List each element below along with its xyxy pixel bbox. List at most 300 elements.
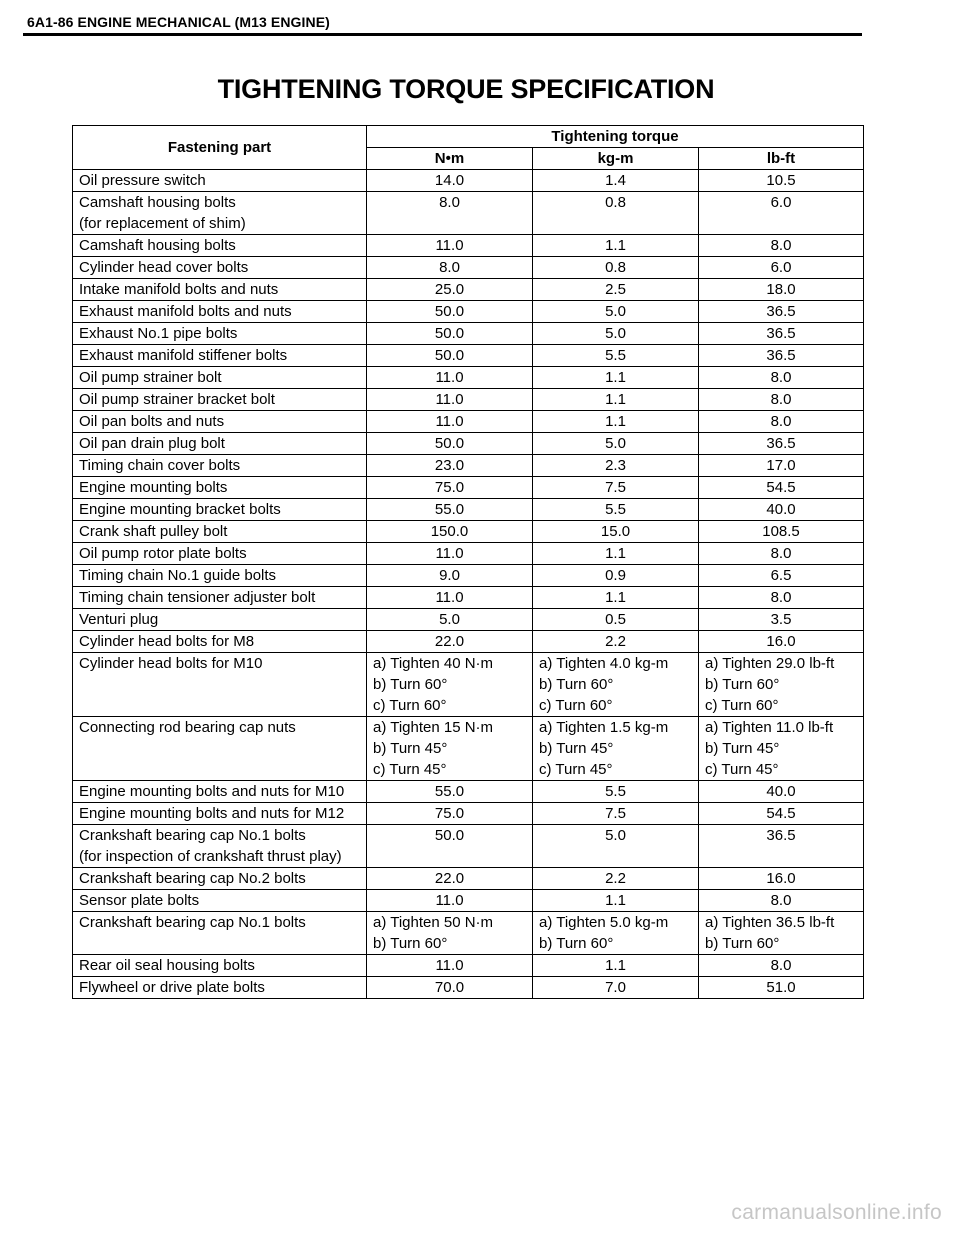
cell-torque-kgm <box>533 912 699 955</box>
torque-value: 0.8 <box>605 194 626 211</box>
part-text-line: Timing chain cover bolts <box>79 457 241 474</box>
cell-torque-kgm <box>533 389 699 411</box>
page-header: 6A1-86 ENGINE MECHANICAL (M13 ENGINE) <box>27 14 330 30</box>
cell-torque-nm <box>367 301 533 323</box>
cell-torque-nm <box>367 868 533 890</box>
cell-torque-lbft <box>699 587 864 609</box>
cell-torque-lbft <box>699 389 864 411</box>
cell-torque-kgm <box>533 170 699 192</box>
table-row <box>73 170 864 192</box>
torque-value: 5.0 <box>605 325 626 342</box>
cell-fastening-part <box>73 653 367 717</box>
torque-table-body <box>73 170 864 999</box>
table-row <box>73 781 864 803</box>
cell-fastening-part <box>73 803 367 825</box>
torque-step-line: c) Turn 60° <box>373 697 447 714</box>
torque-step-line: a) Tighten 40 N·m <box>373 655 494 672</box>
torque-value: 2.2 <box>605 633 626 650</box>
torque-step-line: b) Turn 60° <box>373 676 448 693</box>
torque-value: 50.0 <box>434 827 465 844</box>
cell-fastening-part <box>73 433 367 455</box>
torque-value: 50.0 <box>434 325 465 342</box>
cell-torque-kgm <box>533 345 699 367</box>
cell-torque-lbft <box>699 279 864 301</box>
cell-torque-lbft <box>699 955 864 977</box>
cell-torque-lbft <box>699 192 864 235</box>
cell-torque-kgm <box>533 455 699 477</box>
part-text-line: Camshaft housing bolts <box>79 237 236 254</box>
torque-step-line: b) Turn 60° <box>373 935 448 952</box>
cell-torque-nm <box>367 803 533 825</box>
cell-fastening-part <box>73 890 367 912</box>
cell-torque-nm <box>367 890 533 912</box>
table-row <box>73 631 864 653</box>
cell-torque-kgm <box>533 323 699 345</box>
table-row <box>73 653 864 717</box>
torque-value: 17.0 <box>766 457 796 474</box>
cell-torque-lbft <box>699 170 864 192</box>
cell-torque-lbft <box>699 477 864 499</box>
cell-torque-kgm <box>533 301 699 323</box>
torque-value: 1.1 <box>605 237 626 254</box>
cell-torque-kgm <box>533 803 699 825</box>
header-tightening-torque: Tightening torque <box>367 126 864 148</box>
header-unit-lbft: lb-ft <box>699 148 864 170</box>
torque-value: 50.0 <box>434 347 465 364</box>
header-fastening-part: Fastening part <box>73 126 367 170</box>
part-text-line: Engine mounting bolts <box>79 479 228 496</box>
cell-fastening-part <box>73 345 367 367</box>
part-text-line: Oil pump strainer bolt <box>79 369 222 386</box>
part-text-line: Venturi plug <box>79 611 159 628</box>
cell-torque-lbft <box>699 631 864 653</box>
table-row <box>73 345 864 367</box>
table-row <box>73 912 864 955</box>
cell-torque-nm <box>367 367 533 389</box>
torque-value: 40.0 <box>766 501 796 518</box>
torque-value: 50.0 <box>434 435 465 452</box>
cell-fastening-part <box>73 389 367 411</box>
torque-value: 2.2 <box>605 870 626 887</box>
torque-value: 9.0 <box>439 567 460 584</box>
cell-torque-nm <box>367 609 533 631</box>
torque-value: 7.5 <box>605 805 626 822</box>
header-rule <box>23 33 862 36</box>
torque-step-line: c) Turn 45° <box>705 761 779 778</box>
part-text-line: Oil pan drain plug bolt <box>79 435 225 452</box>
torque-value: 11.0 <box>435 413 464 430</box>
cell-torque-nm <box>367 653 533 717</box>
cell-torque-lbft <box>699 257 864 279</box>
cell-torque-kgm <box>533 609 699 631</box>
cell-torque-lbft <box>699 653 864 717</box>
cell-fastening-part <box>73 455 367 477</box>
torque-step-line: a) Tighten 29.0 lb-ft <box>705 655 835 672</box>
torque-value: 108.5 <box>762 523 800 540</box>
cell-torque-nm <box>367 433 533 455</box>
torque-value: 36.5 <box>766 325 796 342</box>
cell-fastening-part <box>73 955 367 977</box>
torque-value: 50.0 <box>434 303 465 320</box>
cell-torque-lbft <box>699 803 864 825</box>
cell-torque-lbft <box>699 890 864 912</box>
cell-torque-kgm <box>533 257 699 279</box>
torque-value: 54.5 <box>766 479 796 496</box>
cell-fastening-part <box>73 717 367 781</box>
torque-step-line: a) Tighten 11.0 lb-ft <box>705 719 834 736</box>
torque-step-line: c) Turn 60° <box>539 697 613 714</box>
torque-step-line: b) Turn 60° <box>705 935 780 952</box>
part-text-line: Oil pan bolts and nuts <box>79 413 225 430</box>
cell-fastening-part <box>73 477 367 499</box>
torque-value: 5.5 <box>605 501 626 518</box>
cell-torque-kgm <box>533 192 699 235</box>
torque-value: 1.1 <box>605 892 626 909</box>
cell-torque-nm <box>367 192 533 235</box>
table-row <box>73 499 864 521</box>
torque-value: 8.0 <box>439 194 460 211</box>
cell-torque-nm <box>367 521 533 543</box>
table-row <box>73 955 864 977</box>
torque-step-line: b) Turn 45° <box>373 740 448 757</box>
table-row <box>73 389 864 411</box>
cell-torque-kgm <box>533 825 699 868</box>
torque-value: 8.0 <box>770 892 792 909</box>
cell-torque-kgm <box>533 868 699 890</box>
torque-table <box>72 125 864 999</box>
cell-torque-nm <box>367 631 533 653</box>
part-text-line: Rear oil seal housing bolts <box>79 957 255 974</box>
cell-torque-kgm <box>533 717 699 781</box>
cell-torque-kgm <box>533 543 699 565</box>
cell-fastening-part <box>73 235 367 257</box>
torque-value: 10.5 <box>766 172 796 189</box>
cell-torque-nm <box>367 455 533 477</box>
torque-step-line: a) Tighten 4.0 kg-m <box>539 655 669 672</box>
table-row <box>73 825 864 868</box>
part-text-line: Camshaft housing bolts <box>79 194 236 211</box>
torque-value: 40.0 <box>766 783 796 800</box>
torque-value: 14.0 <box>434 172 465 189</box>
part-text-line: Connecting rod bearing cap nuts <box>79 719 296 736</box>
torque-value: 5.0 <box>605 435 626 452</box>
torque-value: 36.5 <box>766 435 796 452</box>
cell-torque-kgm <box>533 890 699 912</box>
torque-value: 11.0 <box>435 237 464 254</box>
torque-step-line: c) Turn 45° <box>539 761 613 778</box>
table-row <box>73 477 864 499</box>
cell-torque-kgm <box>533 367 699 389</box>
cell-torque-nm <box>367 170 533 192</box>
cell-torque-nm <box>367 235 533 257</box>
torque-value: 8.0 <box>770 957 792 974</box>
torque-value: 8.0 <box>770 589 792 606</box>
cell-torque-nm <box>367 912 533 955</box>
cell-torque-nm <box>367 257 533 279</box>
torque-value: 150.0 <box>430 523 469 540</box>
table-row <box>73 323 864 345</box>
cell-torque-nm <box>367 543 533 565</box>
cell-fastening-part <box>73 367 367 389</box>
cell-torque-kgm <box>533 587 699 609</box>
cell-fastening-part <box>73 977 367 999</box>
cell-torque-kgm <box>533 631 699 653</box>
torque-step-line: a) Tighten 1.5 kg-m <box>539 719 669 736</box>
torque-value: 36.5 <box>766 827 796 844</box>
cell-fastening-part <box>73 192 367 235</box>
torque-value: 8.0 <box>770 391 792 408</box>
cell-torque-lbft <box>699 781 864 803</box>
torque-value: 11.0 <box>435 391 464 408</box>
cell-fastening-part <box>73 609 367 631</box>
table-row <box>73 587 864 609</box>
table-row <box>73 235 864 257</box>
part-text-line: Sensor plate bolts <box>79 892 200 909</box>
part-text-line: Oil pump strainer bracket bolt <box>79 391 275 408</box>
torque-value: 36.5 <box>766 303 796 320</box>
cell-torque-lbft <box>699 912 864 955</box>
cell-fastening-part <box>73 825 367 868</box>
torque-value: 8.0 <box>770 369 792 386</box>
cell-torque-lbft <box>699 543 864 565</box>
part-text-line: (for inspection of crankshaft thrust play) <box>79 848 342 865</box>
cell-torque-kgm <box>533 521 699 543</box>
torque-value: 5.0 <box>439 611 460 628</box>
torque-step-line: a) Tighten 36.5 lb-ft <box>705 914 835 931</box>
header-unit-nm: N•m <box>367 148 533 170</box>
cell-torque-lbft <box>699 717 864 781</box>
cell-torque-nm <box>367 411 533 433</box>
cell-fastening-part <box>73 868 367 890</box>
cell-torque-nm <box>367 717 533 781</box>
torque-value: 70.0 <box>434 979 465 996</box>
cell-torque-nm <box>367 977 533 999</box>
table-row <box>73 192 864 235</box>
cell-torque-nm <box>367 781 533 803</box>
part-text-line: Cylinder head cover bolts <box>79 259 249 276</box>
cell-torque-kgm <box>533 653 699 717</box>
torque-step-line: a) Tighten 50 N·m <box>373 914 494 931</box>
table-row <box>73 279 864 301</box>
torque-value: 6.5 <box>770 567 792 584</box>
table-row <box>73 868 864 890</box>
torque-value: 1.1 <box>605 545 626 562</box>
torque-value: 36.5 <box>766 347 796 364</box>
table-row <box>73 565 864 587</box>
cell-torque-nm <box>367 955 533 977</box>
part-text-line: Timing chain tensioner adjuster bolt <box>79 589 316 606</box>
torque-step-line: b) Turn 60° <box>539 935 614 952</box>
part-text-line: Engine mounting bracket bolts <box>79 501 281 518</box>
cell-fastening-part <box>73 301 367 323</box>
table-row <box>73 367 864 389</box>
cell-torque-nm <box>367 825 533 868</box>
cell-torque-lbft <box>699 609 864 631</box>
part-text-line: Flywheel or drive plate bolts <box>79 979 265 996</box>
torque-step-line: a) Tighten 5.0 kg-m <box>539 914 669 931</box>
torque-value: 7.5 <box>605 479 626 496</box>
cell-torque-lbft <box>699 868 864 890</box>
cell-torque-nm <box>367 279 533 301</box>
torque-step-line: c) Turn 60° <box>705 697 779 714</box>
cell-torque-lbft <box>699 345 864 367</box>
cell-torque-lbft <box>699 411 864 433</box>
cell-torque-nm <box>367 345 533 367</box>
torque-value: 8.0 <box>770 413 792 430</box>
part-text-line: Intake manifold bolts and nuts <box>79 281 279 298</box>
cell-torque-nm <box>367 565 533 587</box>
table-row <box>73 455 864 477</box>
torque-step-line: a) Tighten 15 N·m <box>373 719 494 736</box>
torque-value: 6.0 <box>770 194 792 211</box>
torque-value: 0.8 <box>605 259 626 276</box>
torque-value: 0.5 <box>605 611 626 628</box>
cell-torque-kgm <box>533 235 699 257</box>
cell-fastening-part <box>73 521 367 543</box>
cell-torque-nm <box>367 477 533 499</box>
cell-torque-lbft <box>699 977 864 999</box>
torque-value: 8.0 <box>770 545 792 562</box>
cell-torque-lbft <box>699 565 864 587</box>
torque-value: 22.0 <box>434 633 465 650</box>
table-row <box>73 521 864 543</box>
torque-value: 18.0 <box>766 281 796 298</box>
torque-value: 6.0 <box>770 259 792 276</box>
cell-torque-lbft <box>699 499 864 521</box>
table-row <box>73 301 864 323</box>
cell-torque-kgm <box>533 477 699 499</box>
cell-torque-lbft <box>699 301 864 323</box>
cell-torque-lbft <box>699 433 864 455</box>
watermark-text: carmanualsonline.info <box>731 1201 942 1224</box>
part-text-line: Exhaust manifold bolts and nuts <box>79 303 292 320</box>
table-row <box>73 433 864 455</box>
table-row <box>73 543 864 565</box>
cell-torque-kgm <box>533 781 699 803</box>
torque-value: 1.1 <box>605 957 626 974</box>
torque-step-line: b) Turn 45° <box>705 740 780 757</box>
cell-torque-kgm <box>533 499 699 521</box>
cell-torque-lbft <box>699 825 864 868</box>
part-text-line: Crankshaft bearing cap No.1 bolts <box>79 827 306 844</box>
cell-torque-kgm <box>533 565 699 587</box>
cell-torque-nm <box>367 587 533 609</box>
cell-torque-lbft <box>699 323 864 345</box>
torque-step-line: b) Turn 45° <box>539 740 614 757</box>
torque-value: 55.0 <box>434 783 465 800</box>
torque-value: 2.5 <box>605 281 626 298</box>
torque-value: 55.0 <box>434 501 465 518</box>
cell-fastening-part <box>73 323 367 345</box>
torque-value: 3.5 <box>770 611 792 628</box>
torque-value: 11.0 <box>435 545 464 562</box>
torque-value: 5.0 <box>605 827 626 844</box>
torque-value: 1.1 <box>605 369 626 386</box>
part-text-line: Cylinder head bolts for M8 <box>79 633 255 650</box>
cell-fastening-part <box>73 587 367 609</box>
part-text-line: Exhaust No.1 pipe bolts <box>79 325 238 342</box>
torque-value: 8.0 <box>770 237 792 254</box>
part-text-line: Cylinder head bolts for M10 <box>79 655 263 672</box>
torque-value: 16.0 <box>766 870 796 887</box>
torque-value: 11.0 <box>435 589 464 606</box>
cell-fastening-part <box>73 781 367 803</box>
torque-value: 7.0 <box>605 979 626 996</box>
torque-value: 2.3 <box>605 457 626 474</box>
cell-torque-lbft <box>699 521 864 543</box>
torque-value: 22.0 <box>434 870 465 887</box>
torque-value: 16.0 <box>766 633 796 650</box>
cell-torque-lbft <box>699 367 864 389</box>
page-title: TIGHTENING TORQUE SPECIFICATION <box>217 74 715 104</box>
table-row <box>73 977 864 999</box>
table-row <box>73 717 864 781</box>
part-text-line: Crank shaft pulley bolt <box>79 523 228 540</box>
part-text-line: Engine mounting bolts and nuts for M10 <box>79 783 345 800</box>
torque-value: 5.5 <box>605 347 626 364</box>
torque-value: 1.1 <box>605 589 626 606</box>
part-text-line: Timing chain No.1 guide bolts <box>79 567 277 584</box>
torque-step-line: c) Turn 45° <box>373 761 447 778</box>
part-text-line: Exhaust manifold stiffener bolts <box>79 347 288 364</box>
cell-torque-kgm <box>533 955 699 977</box>
torque-value: 1.1 <box>605 391 626 408</box>
cell-fastening-part <box>73 543 367 565</box>
cell-fastening-part <box>73 170 367 192</box>
torque-value: 75.0 <box>434 805 465 822</box>
torque-value: 11.0 <box>435 957 464 974</box>
torque-value: 11.0 <box>435 369 464 386</box>
table-row <box>73 803 864 825</box>
torque-value: 54.5 <box>766 805 796 822</box>
torque-value: 5.5 <box>605 783 626 800</box>
table-row <box>73 890 864 912</box>
part-text-line: Engine mounting bolts and nuts for M12 <box>79 805 345 822</box>
part-text-line: Oil pressure switch <box>79 172 206 189</box>
part-text-line: (for replacement of shim) <box>79 215 246 232</box>
torque-value: 1.4 <box>605 172 626 189</box>
part-text-line: Oil pump rotor plate bolts <box>79 545 247 562</box>
cell-torque-lbft <box>699 235 864 257</box>
table-row <box>73 411 864 433</box>
cell-fastening-part <box>73 912 367 955</box>
torque-value: 75.0 <box>434 479 465 496</box>
cell-fastening-part <box>73 257 367 279</box>
torque-value: 51.0 <box>766 979 796 996</box>
table-row <box>73 257 864 279</box>
torque-value: 5.0 <box>605 303 626 320</box>
cell-torque-kgm <box>533 433 699 455</box>
torque-value: 11.0 <box>435 892 464 909</box>
table-row <box>73 609 864 631</box>
torque-step-line: b) Turn 60° <box>539 676 614 693</box>
cell-torque-nm <box>367 323 533 345</box>
cell-fastening-part <box>73 411 367 433</box>
torque-value: 1.1 <box>605 413 626 430</box>
cell-fastening-part <box>73 631 367 653</box>
cell-torque-kgm <box>533 411 699 433</box>
cell-fastening-part <box>73 499 367 521</box>
part-text-line: Crankshaft bearing cap No.1 bolts <box>79 914 306 931</box>
torque-value: 15.0 <box>600 523 631 540</box>
cell-fastening-part <box>73 565 367 587</box>
torque-value: 0.9 <box>605 567 626 584</box>
part-text-line: Crankshaft bearing cap No.2 bolts <box>79 870 306 887</box>
cell-fastening-part <box>73 279 367 301</box>
torque-value: 8.0 <box>439 259 460 276</box>
cell-torque-kgm <box>533 977 699 999</box>
header-unit-kgm: kg-m <box>533 148 699 170</box>
